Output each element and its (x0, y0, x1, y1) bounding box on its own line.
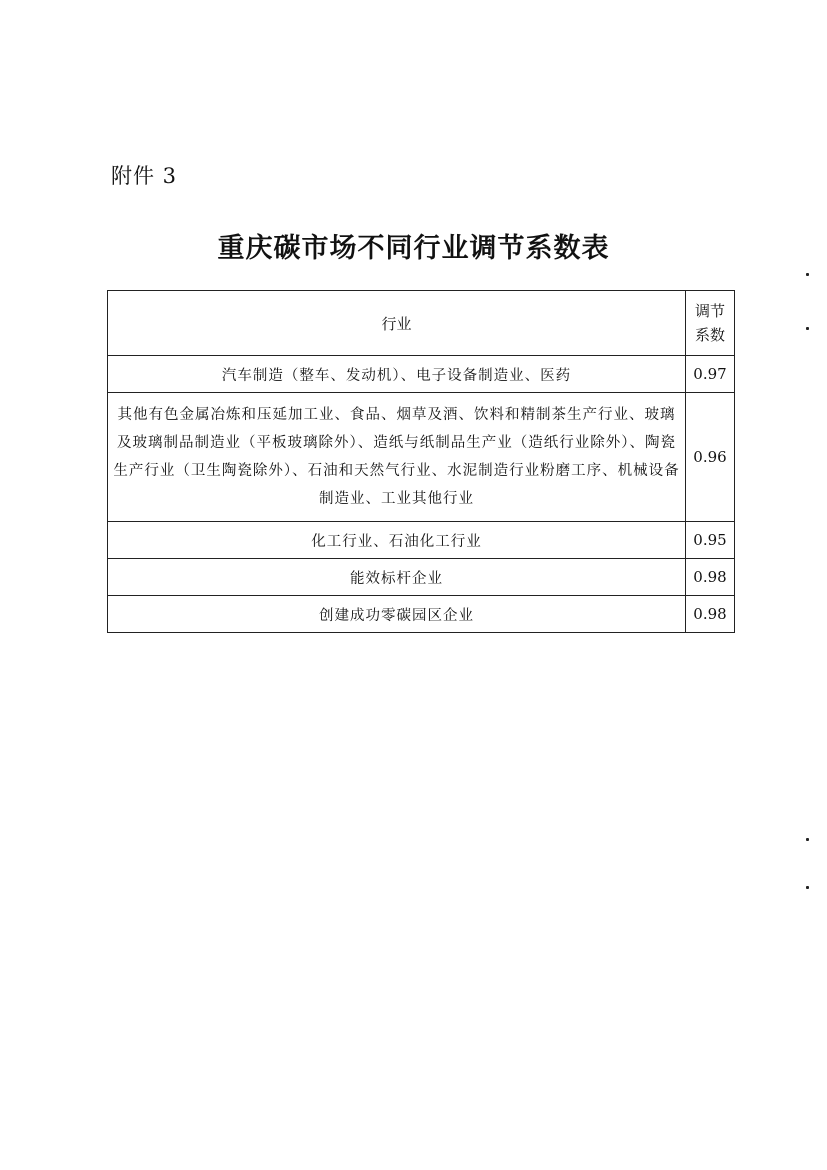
industry-cell: 汽车制造（整车、发动机）、电子设备制造业、医药 (108, 356, 686, 393)
industry-cell: 其他有色金属冶炼和压延加工业、食品、烟草及酒、饮料和精制茶生产行业、玻璃及玻璃制品制造业（平板玻璃除外）、造纸与纸制品生产业（造纸行业除外）、陶瓷生产行业（卫生陶瓷除外）、石油和天然气行业、水泥制造行业粉磨工序、机械设备制造业、工业其他行业 (108, 393, 686, 522)
coefficient-cell: 0.95 (686, 522, 735, 559)
table-row (108, 522, 735, 559)
header-coefficient-line2: 系数 (694, 326, 725, 344)
scan-speck (806, 273, 809, 276)
document-title: 重庆碳市场不同行业调节系数表 (217, 233, 610, 264)
header-coefficient (686, 291, 735, 356)
table-row (108, 356, 735, 393)
table-header-row (108, 291, 735, 356)
industry-cell: 创建成功零碳园区企业 (108, 596, 686, 633)
table-row (108, 559, 735, 596)
header-industry: 行业 (108, 291, 686, 356)
coefficient-cell: 0.98 (686, 559, 735, 596)
scan-speck (806, 886, 809, 889)
attachment-label: 附件 3 (111, 164, 178, 188)
header-coefficient-line1: 调节 (694, 302, 725, 320)
coefficient-cell: 0.97 (686, 356, 735, 393)
coefficient-table (107, 290, 735, 633)
industry-cell: 能效标杆企业 (108, 559, 686, 596)
coefficient-cell: 0.96 (686, 393, 735, 522)
scan-speck (806, 327, 809, 330)
coefficient-cell: 0.98 (686, 596, 735, 633)
scan-speck (806, 838, 809, 841)
table-row (108, 393, 735, 522)
table-row (108, 596, 735, 633)
industry-cell: 化工行业、石油化工行业 (108, 522, 686, 559)
